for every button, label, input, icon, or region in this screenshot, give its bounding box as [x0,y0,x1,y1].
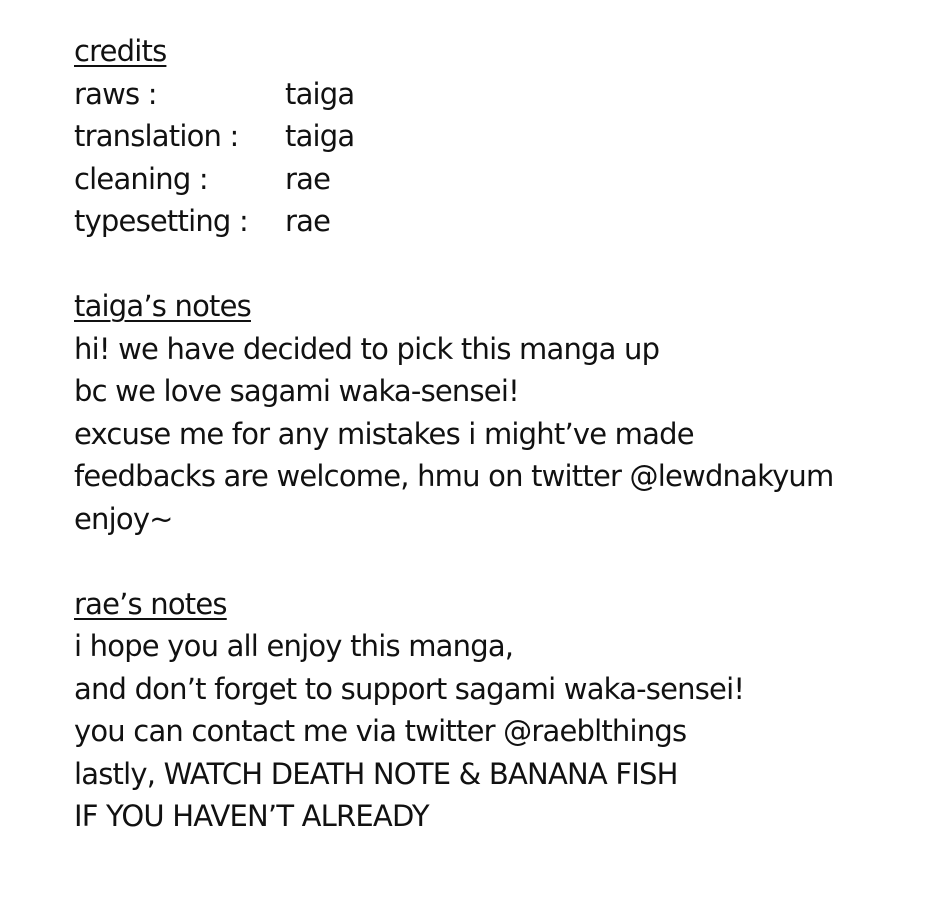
credit-role: translation : [74,119,239,153]
credit-role: cleaning : [74,161,208,196]
credit-role: raws : [74,76,157,111]
credits-page [74,30,904,838]
rae-notes-heading: rae’s notes [74,586,227,621]
rae-note-line: i hope you all enjoy this manga, [74,629,514,663]
rae-note-line: lastly, WATCH DEATH NOTE & BANANA FISH [74,756,678,791]
credits-heading: credits [74,34,167,68]
taiga-note-line: hi! we have decided to pick this manga up [74,331,660,366]
section-spacer [74,243,904,286]
credit-row-cleaning [74,158,904,201]
credit-role: typesetting : [74,204,248,238]
credit-name: taiga [285,76,355,111]
credit-row-typesetting [74,200,904,243]
section-spacer [74,540,904,583]
rae-note-line: you can contact me via twitter @raeblthings [74,714,687,748]
rae-note-line: and don’t forget to support sagami waka-sensei! [74,671,745,706]
credit-name: rae [285,161,331,196]
taiga-note-line: enjoy~ [74,501,173,536]
taiga-note-line: excuse me for any mistakes i might’ve made [74,416,694,451]
taiga-note-line: bc we love sagami waka-sensei! [74,374,519,408]
taiga-notes-heading: taiga’s notes [74,289,251,323]
credit-name: rae [285,204,331,238]
credit-row-translation [74,115,904,158]
rae-note-line: IF YOU HAVEN’T ALREADY [74,799,429,833]
credit-name: taiga [285,119,355,153]
taiga-note-line: feedbacks are welcome, hmu on twitter @lewdnakyum [74,459,834,493]
credit-row-raws [74,73,904,116]
